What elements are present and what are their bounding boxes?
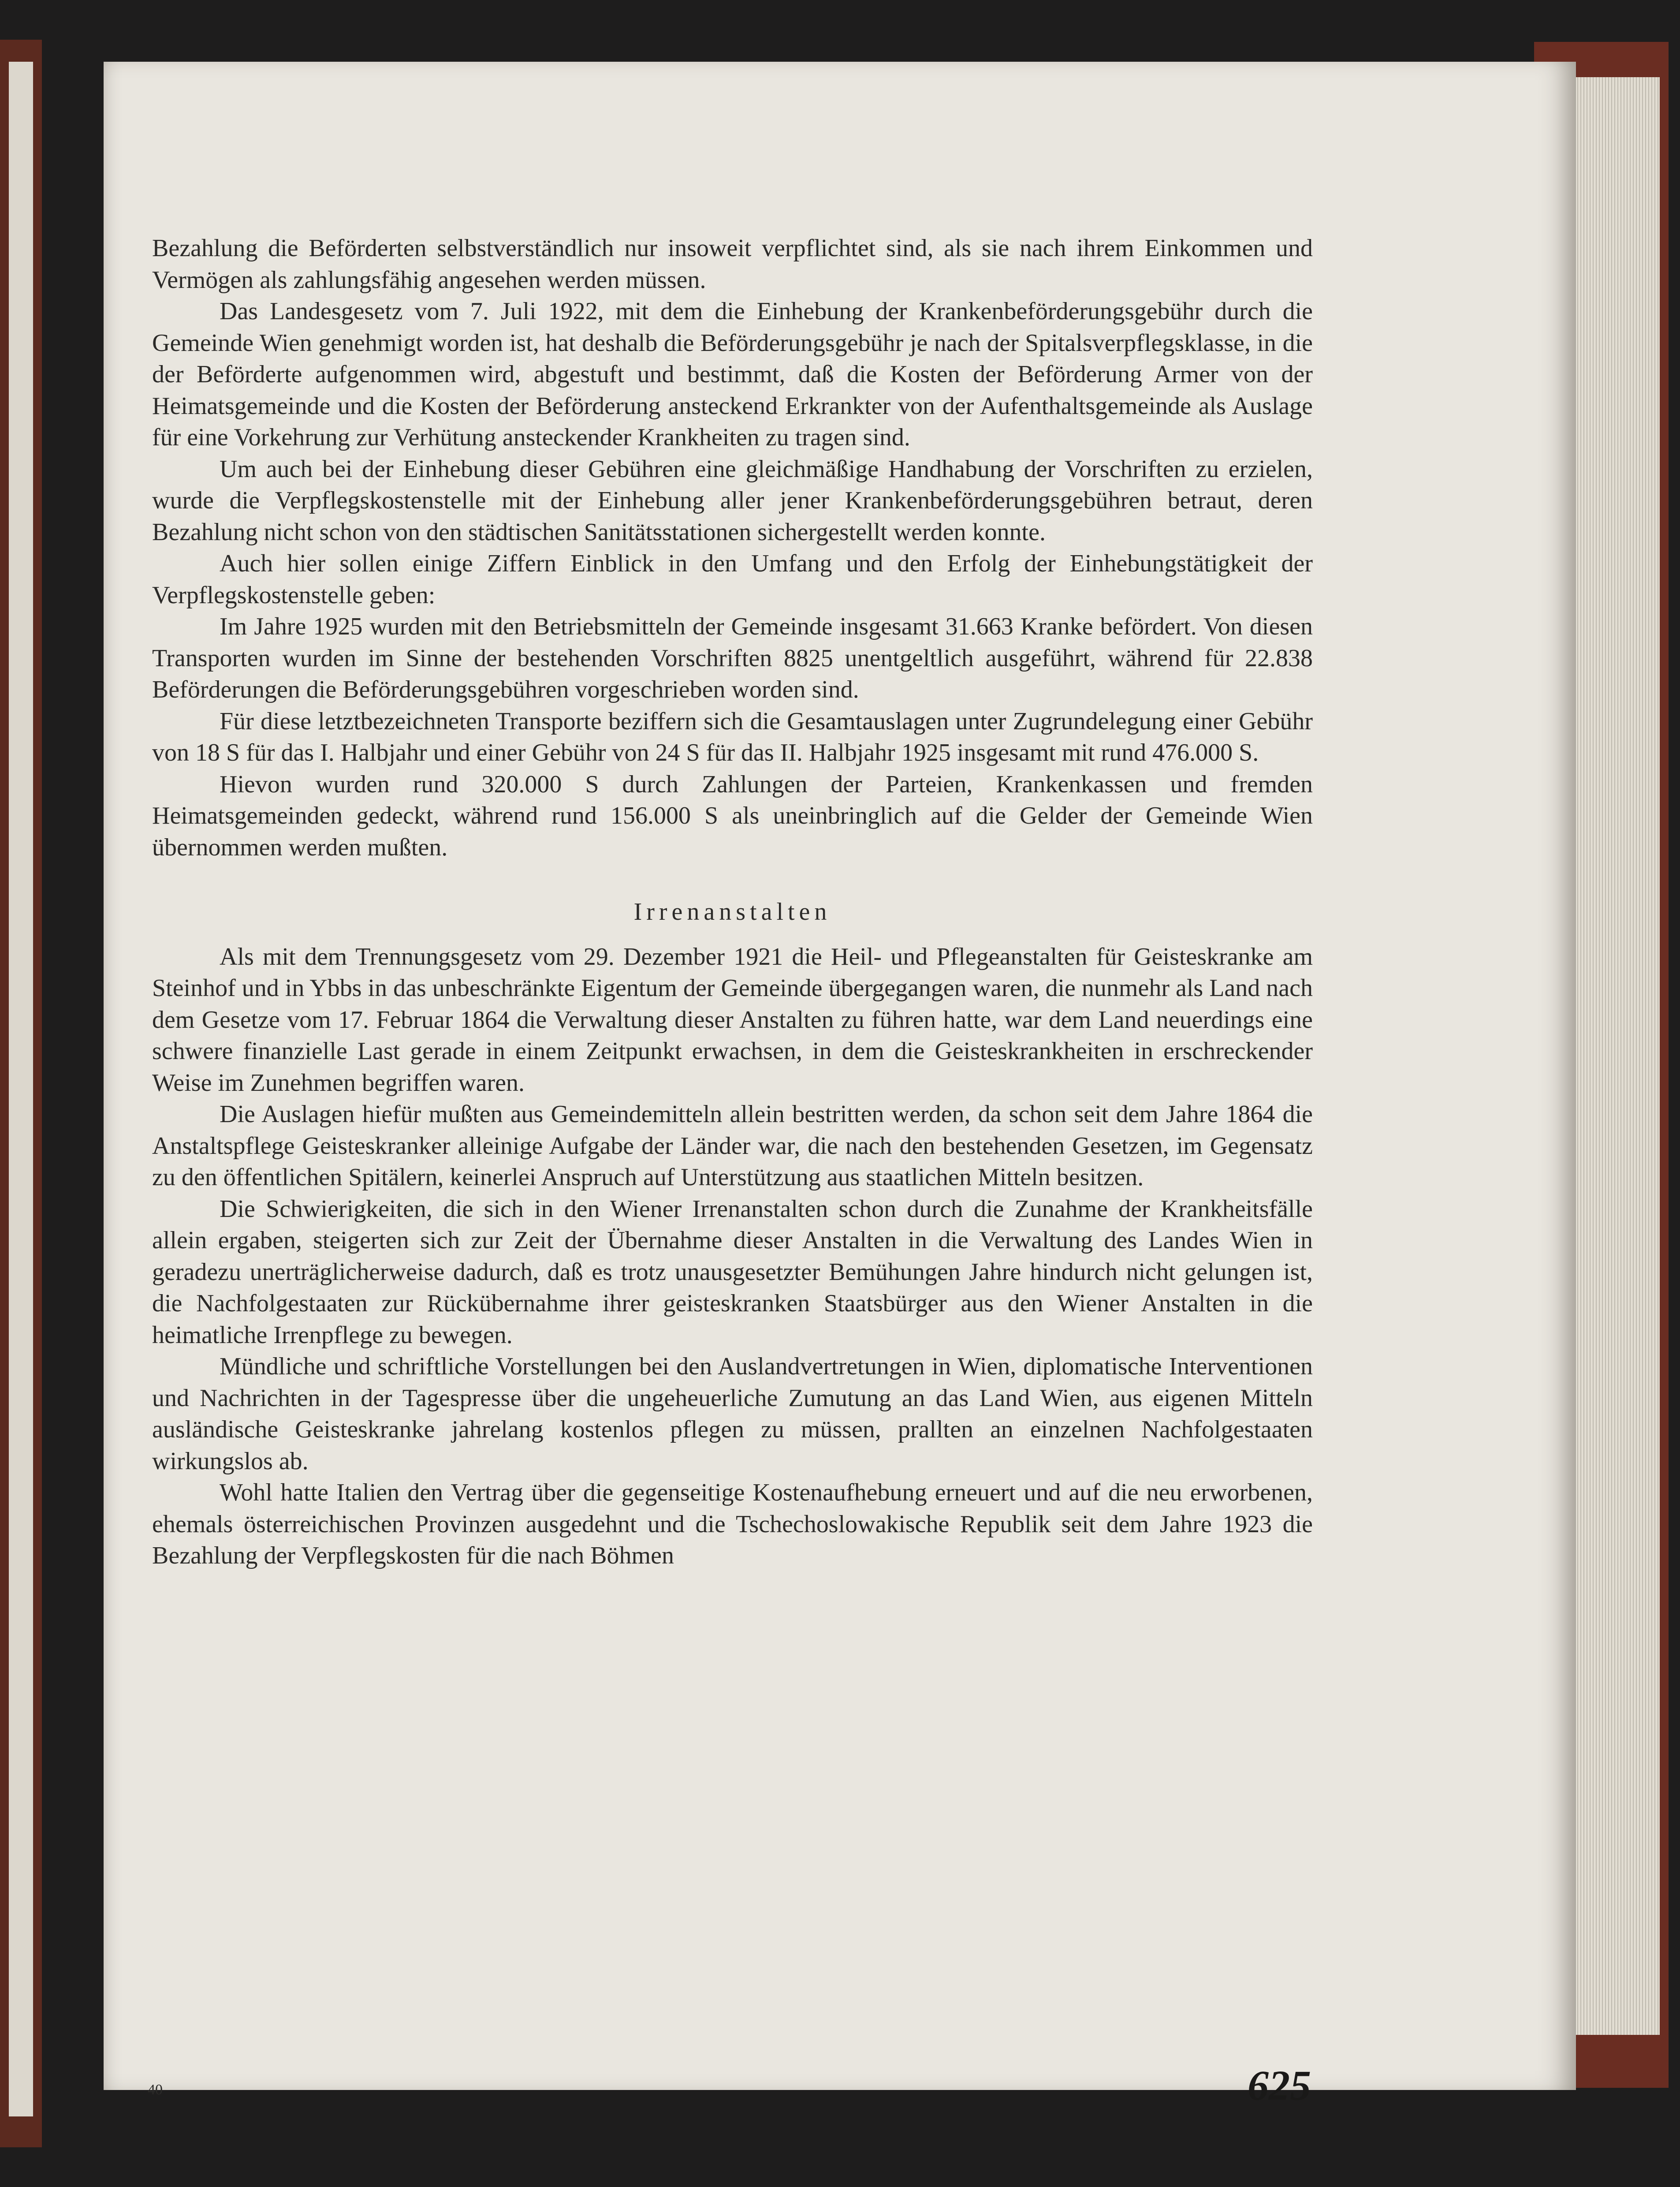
paragraph: Für diese letztbezeichneten Transporte beziffern sich die Gesamtauslagen unter Zugrundelegung einer Gebühr von 18 S für das I. Halbjahr und einer Gebühr von 24 S für das II. Halbjahr 1925 insgesamt mit rund 476.000 S.: [152, 707, 1313, 766]
paragraph: Die Auslagen hiefür mußten aus Gemeindemitteln allein bestritten werden, da schon seit dem Jahre 1864 die Anstaltspflege Geisteskranker alleinige Aufgabe der Länder war, die nach den bestehenden Gesetzen, im Gegensatz zu den öffentlichen Spitälern, keinerlei Anspruch auf Unterstützung aus staatlichen Mitteln besitzen.: [152, 1101, 1313, 1191]
paragraph: Wohl hatte Italien den Vertrag über die gegenseitige Kostenaufhebung erneuert und auf die neu erworbenen, ehemals österreichischen Provinzen ausgedehnt und die Tschechoslowakische Republik seit dem Jahre 1923 die Bezahlung der Verpflegskosten für die nach Böhmen: [152, 1479, 1313, 1569]
paragraph: Im Jahre 1925 wurden mit den Betriebsmitteln der Gemeinde insgesamt 31.663 Kranke befördert. Von diesen Transporten wurden im Sinne der bestehenden Vorschriften 8825 unentgeltlich ausgeführt, während für 22.838 Beförderungen die Beförderungsgebühren vorgeschrieben worden sind.: [152, 613, 1313, 703]
signature-mark: 40: [148, 2082, 163, 2098]
page-stack-edges: [1563, 77, 1660, 2035]
page-number: 625: [1248, 2062, 1311, 2109]
paragraph: Auch hier sollen einige Ziffern Einblick in den Umfang und den Erfolg der Einhebungstätigkeit der Verpflegskostenstelle geben:: [152, 550, 1313, 609]
body-text: [152, 233, 1313, 1572]
paragraph: Mündliche und schriftliche Vorstellungen bei den Auslandvertretungen in Wien, diplomatische Interventionen und Nachrichten in der Tagespresse über die ungeheuerliche Zumutung an das Land Wien, aus eigenen Mitteln ausländische Geisteskranke jahrelang kostenlos pflegen zu müssen, prallten an einzelnen Nachfolgestaaten wirkungslos ab.: [152, 1353, 1313, 1475]
paragraph: Bezahlung die Beförderten selbstverständlich nur insoweit verpflichtet sind, als sie nach ihrem Einkommen und Vermögen als zahlungsfähig angesehen werden müssen.: [152, 235, 1313, 294]
paragraph: Die Schwierigkeiten, die sich in den Wiener Irrenanstalten schon durch die Zunahme der Krankheitsfälle allein ergaben, steigerten sich zur Zeit der Übernahme dieser Anstalten in die Verwaltung des Landes Wien in geradezu unerträglicherweise dadurch, daß es trotz unausgesetzter Bemühungen Jahre hindurch nicht gelungen ist, die Nachfolgestaaten zur Rückübernahme ihrer geisteskranken Staatsbürger aus den Wiener Anstalten in die heimatliche Irrenpflege zu bewegen.: [152, 1195, 1313, 1349]
left-page-edge: [9, 62, 33, 2116]
section-heading: Irrenanstalten: [633, 898, 831, 926]
paragraph: Hievon wurden rund 320.000 S durch Zahlungen der Parteien, Krankenkassen und fremden Heimatsgemeinden gedeckt, während rund 156.000 S als uneinbringlich auf die Gelder der Gemeinde Wien übernommen werden mußten.: [152, 770, 1313, 861]
paragraph: Als mit dem Trennungsgesetz vom 29. Dezember 1921 die Heil- und Pflegeanstalten für Geisteskranke am Steinhof und in Ybbs in das unbeschränkte Eigentum der Gemeinde übergegangen waren, die nunmehr als Land nach dem Gesetze vom 17. Februar 1864 die Verwaltung dieser Anstalten zu führen hatte, war dem Land neuerdings eine schwere finanzielle Last gerade in einem Zeitpunkt erwachsen, in dem die Geisteskrankheiten in erschreckender Weise im Zunehmen begriffen waren.: [152, 943, 1313, 1097]
paragraph: Um auch bei der Einhebung dieser Gebühren eine gleichmäßige Handhabung der Vorschriften zu erzielen, wurde die Verpflegskostenstelle mit der Einhebung aller jener Krankenbeförderungsgebühren betraut, deren Bezahlung nicht schon von den städtischen Sanitätsstationen sichergestellt werden konnte.: [152, 455, 1313, 546]
paragraph: Das Landesgesetz vom 7. Juli 1922, mit dem die Einhebung der Krankenbeförderungsgebühr durch die Gemeinde Wien genehmigt worden ist, hat deshalb die Beförderungsgebühr je nach der Spitalsverpflegsklasse, in die der Beförderte aufgenommen wird, abgestuft und bestimmt, daß die Kosten der Beförderung Armer von der Heimatsgemeinde und die Kosten der Beförderung ansteckend Erkrankter von der Aufenthaltsgemeinde als Auslage für eine Vorkehrung zur Verhütung ansteckender Krankheiten zu tragen sind.: [152, 298, 1313, 451]
